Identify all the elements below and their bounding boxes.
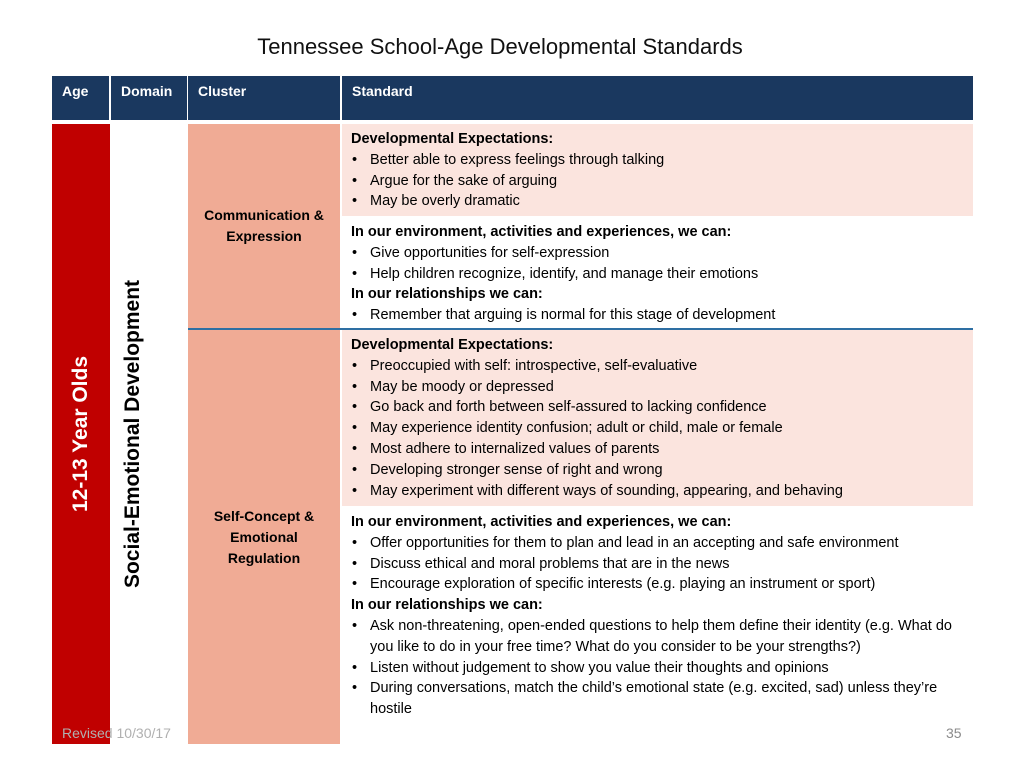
environment-heading: In our environment, activities and experiences, we can: [351, 514, 732, 530]
page-number: 35 [946, 725, 962, 741]
list-item: • Discuss ethical and moral problems that are in the news [351, 554, 964, 575]
environment-list [351, 533, 964, 595]
list-item: • May experience identity confusion; adult or child, male or female [351, 418, 964, 439]
relationships-list [351, 616, 964, 720]
cluster-name-line: Regulation [227, 549, 301, 566]
header-standard: Standard [342, 76, 973, 120]
list-item: • Offer opportunities for them to plan and lead in an accepting and safe environment [351, 533, 964, 554]
expectations-heading: Developmental Expectations: [351, 131, 554, 147]
cluster-name-line: Expression [226, 228, 302, 244]
cluster-self-concept-regulation [188, 330, 340, 744]
list-item: • Remember that arguing is normal for this stage of development [351, 305, 964, 326]
cluster-name-line: Self-Concept & [213, 507, 315, 524]
age-label: 12-13 Year Olds [69, 355, 92, 513]
standard-expectations-1 [342, 124, 973, 216]
list-item: • Encourage exploration of specific interests (e.g. playing an instrument or sport) [351, 574, 964, 595]
cluster-name-line: Emotional [230, 528, 298, 545]
list-item: • Better able to express feelings through talking [351, 150, 964, 171]
list-item: • Most adhere to internalized values of parents [351, 439, 964, 460]
environment-list [351, 243, 964, 285]
list-item: • Give opportunities for self-expression [351, 243, 964, 264]
expectations-heading: Developmental Expectations: [351, 337, 554, 353]
revised-date: Revised 10/30/17 [62, 725, 171, 741]
standard-expectations-2 [342, 330, 973, 506]
relationships-heading: In our relationships we can: [351, 597, 543, 614]
list-item: • Ask non-threatening, open-ended questions to help them define their identity (e.g. What do you like to do in your free time? What do you consider to be your strengths?) [351, 616, 964, 658]
list-item: • May be overly dramatic [351, 191, 964, 212]
list-item: • Argue for the sake of arguing [351, 171, 964, 192]
relationships-heading: In our relationships we can: [351, 286, 543, 303]
list-item: • Listen without judgement to show you value their thoughts and opinions [351, 658, 964, 679]
list-item: • Help children recognize, identify, and manage their emotions [351, 264, 964, 285]
standard-strategies-2 [342, 507, 973, 744]
expectations-list [351, 150, 964, 212]
standard-strategies-1 [342, 216, 973, 328]
header-age: Age [52, 76, 109, 120]
domain-label: Social-Emotional Development [121, 279, 144, 589]
cluster-name-line: Communication & [204, 207, 324, 223]
environment-heading: In our environment, activities and experiences, we can: [351, 224, 732, 240]
list-item: • During conversations, match the child’s emotional state (e.g. excited, sad) unless they’re hostile [351, 678, 964, 720]
list-item: • May experiment with different ways of sounding, appearing, and behaving [351, 481, 964, 502]
page-title: Tennessee School-Age Developmental Standards [257, 34, 743, 59]
expectations-list [351, 356, 964, 502]
cluster-communication-expression [188, 124, 340, 328]
relationships-list [351, 305, 964, 326]
list-item: • Developing stronger sense of right and wrong [351, 460, 964, 481]
list-item: • Go back and forth between self-assured to lacking confidence [351, 397, 964, 418]
list-item: • Preoccupied with self: introspective, self-evaluative [351, 356, 964, 377]
header-cluster: Cluster [188, 76, 340, 120]
header-domain: Domain [111, 76, 187, 120]
list-item: • May be moody or depressed [351, 377, 964, 398]
